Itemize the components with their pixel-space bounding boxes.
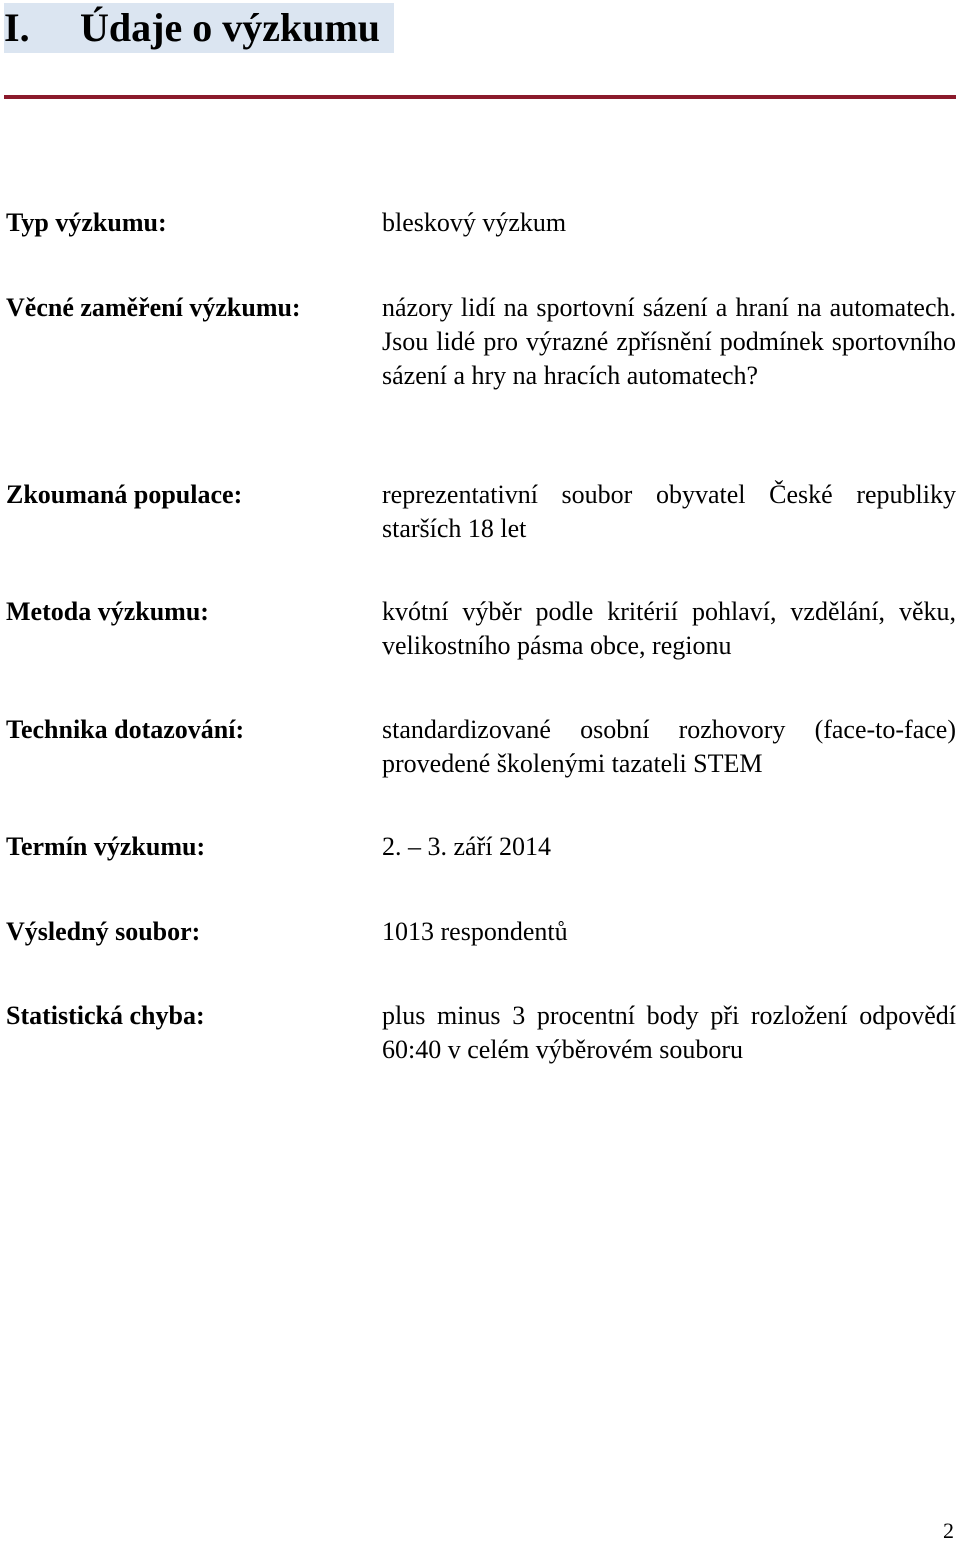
label-termin-vyzkumu: Termín výzkumu: bbox=[6, 832, 206, 861]
value-technika-dotazovani: standardizované osobní rozhovory (face-to-face) provedené školenými tazateli STEM bbox=[382, 715, 956, 778]
value-zkoumana-populace: reprezentativní soubor obyvatel České republiky starších 18 let bbox=[382, 480, 956, 543]
label-zkoumana-populace: Zkoumaná populace: bbox=[6, 480, 243, 509]
value-metoda-vyzkumu: kvótní výběr podle kritérií pohlaví, vzdělání, věku, velikostního pásma obce, regionu bbox=[382, 597, 956, 660]
label-vysledny-soubor: Výsledný soubor: bbox=[6, 917, 201, 946]
value-vecne-zamereni: názory lidí na sportovní sázení a hraní na automatech. Jsou lidé pro výrazné zpřísnění podmínek sportovního sázení a hry na hracích automatech? bbox=[382, 293, 956, 390]
value-termin-vyzkumu: 2. – 3. září 2014 bbox=[382, 832, 551, 861]
label-statisticka-chyba: Statistická chyba: bbox=[6, 1001, 205, 1030]
page-number: 2 bbox=[943, 1518, 954, 1543]
section-title: Údaje o výzkumu bbox=[80, 5, 381, 50]
section-number: I. bbox=[4, 5, 30, 50]
heading-divider bbox=[4, 95, 956, 99]
value-vysledny-soubor: 1013 respondentů bbox=[382, 917, 568, 946]
value-typ-vyzkumu: bleskový výzkum bbox=[382, 208, 567, 237]
label-vecne-zamereni: Věcné zaměření výzkumu: bbox=[6, 293, 301, 322]
label-metoda-vyzkumu: Metoda výzkumu: bbox=[6, 597, 209, 626]
label-technika-dotazovani: Technika dotazování: bbox=[6, 715, 245, 744]
section-heading bbox=[4, 3, 394, 53]
value-statisticka-chyba: plus minus 3 procentní body při rozložení odpovědí 60:40 v celém výběrovém souboru bbox=[382, 1001, 956, 1064]
label-typ-vyzkumu: Typ výzkumu: bbox=[6, 208, 167, 237]
